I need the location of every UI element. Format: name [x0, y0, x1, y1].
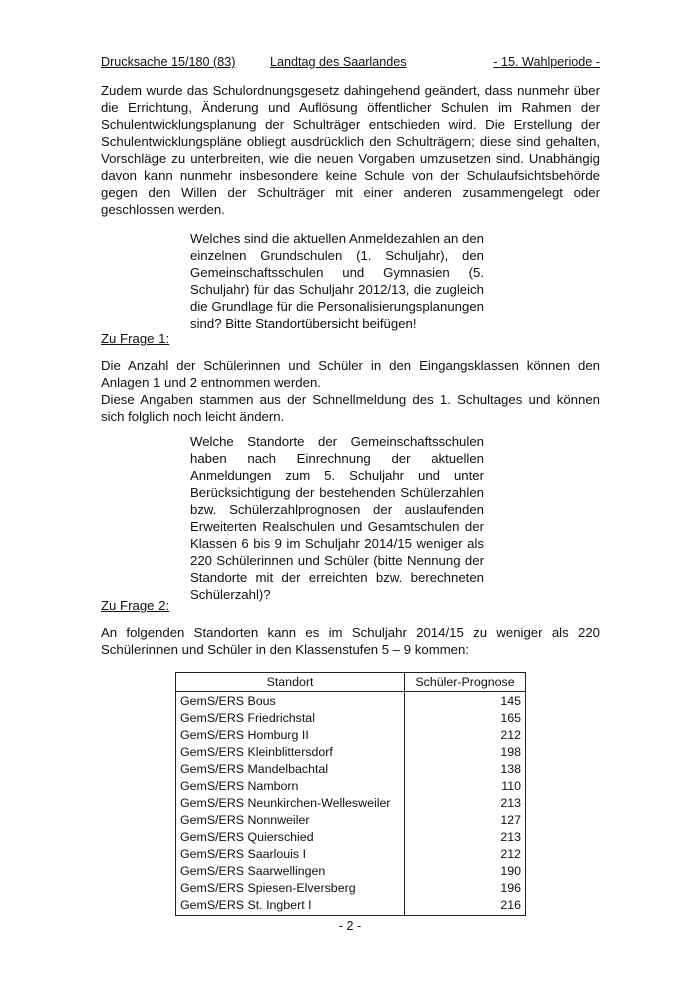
parliament-name: Landtag des Saarlandes [270, 55, 407, 69]
location-cell: GemS/ERS Nonnweiler [176, 812, 405, 829]
answer-1-heading: Zu Frage 1: [101, 331, 170, 346]
table-row [176, 795, 526, 812]
location-cell: GemS/ERS Namborn [176, 778, 405, 795]
location-cell: GemS/ERS Kleinblittersdorf [176, 744, 405, 761]
answer-2-paragraph: An folgenden Standorten kann es im Schuljahr 2014/15 zu weniger als 220 Schülerinnen und Schüler in den Klassenstufen 5 – 9 kommen: [101, 625, 600, 657]
forecast-cell: 145 [405, 692, 526, 711]
intro-paragraph: Zudem wurde das Schulordnungsgesetz dahingehend geändert, dass nunmehr über die Errichtung, Änderung und Auflösung öffentlicher Schulen im Rahmen der Schulentwicklungsplanung der Schulträger entschieden wird. Die Erstellung der Schulentwicklungspläne obliegt ausdrücklich den Schulträgern; diese sind gehalten, Vorschläge zu unterbreiten, wie die neuen Vorgaben umzusetzen sind. Unabhängig davon kann nunmehr insbesondere keine Schule von der Schulaufsichtsbehörde gegen den Willen der Schulträger mit einer anderen zusammengelegt oder geschlossen werden. [101, 83, 600, 217]
table-header-row [176, 673, 526, 692]
location-forecast-table [175, 672, 526, 916]
location-cell: GemS/ERS Saarwellingen [176, 863, 405, 880]
column-header-forecast: Schüler-Prognose [405, 673, 526, 692]
legislative-period: - 15. Wahlperiode - [493, 55, 600, 69]
forecast-cell: 196 [405, 880, 526, 897]
question-2: Welche Standorte der Gemeinschaftsschulen haben nach Einrechnung der aktuellen Anmeldungen zum 5. Schuljahr und unter Berücksichtigung der bestehenden Schülerzahlen bzw. Schülerzahlprognosen der auslaufenden Erweiterten Realschulen und Gesamtschulen der Klassen 6 bis 9 im Schuljahr 2014/15 weniger als 220 Schülerinnen und Schüler (bitte Nennung der Standorte mit der erreichten bzw. berechneten Schülerzahl)? [190, 434, 484, 602]
location-cell: GemS/ERS Spiesen-Elversberg [176, 880, 405, 897]
forecast-cell: 216 [405, 897, 526, 916]
table-row [176, 829, 526, 846]
table-row [176, 863, 526, 880]
forecast-cell: 212 [405, 846, 526, 863]
document-number: Drucksache 15/180 (83) [101, 55, 236, 69]
location-cell: GemS/ERS Bous [176, 692, 405, 711]
question-1: Welches sind die aktuellen Anmeldezahlen an den einzelnen Grundschulen (1. Schuljahr), den Gemeinschaftsschulen und Gymnasien (5. Schuljahr) für das Schuljahr 2012/13, die zugleich die Grundlage für die Personalisierungsplanungen sind? Bitte Standortübersicht beifügen! [190, 231, 484, 331]
table-row [176, 692, 526, 711]
table-row [176, 846, 526, 863]
answer-1-paragraph-a: Die Anzahl der Schülerinnen und Schüler in den Eingangsklassen können den Anlagen 1 und 2 entnommen werden. [101, 358, 600, 390]
location-cell: GemS/ERS St. Ingbert I [176, 897, 405, 916]
forecast-cell: 127 [405, 812, 526, 829]
table-row [176, 744, 526, 761]
forecast-cell: 212 [405, 727, 526, 744]
table-row [176, 727, 526, 744]
forecast-cell: 138 [405, 761, 526, 778]
forecast-cell: 198 [405, 744, 526, 761]
page-number: - 2 - [338, 919, 362, 933]
location-cell: GemS/ERS Friedrichstal [176, 710, 405, 727]
table-row [176, 812, 526, 829]
table-body [176, 692, 526, 916]
table-row [176, 710, 526, 727]
forecast-cell: 190 [405, 863, 526, 880]
table-row [176, 880, 526, 897]
column-header-location: Standort [176, 673, 405, 692]
forecast-cell: 213 [405, 795, 526, 812]
location-cell: GemS/ERS Quierschied [176, 829, 405, 846]
answer-1-paragraph-b: Diese Angaben stammen aus der Schnellmeldung des 1. Schultages und können sich folglich noch leicht ändern. [101, 392, 600, 424]
location-cell: GemS/ERS Homburg II [176, 727, 405, 744]
table-row [176, 778, 526, 795]
page-header [101, 54, 600, 72]
forecast-cell: 110 [405, 778, 526, 795]
table-row [176, 897, 526, 916]
forecast-cell: 213 [405, 829, 526, 846]
answer-2-heading: Zu Frage 2: [101, 598, 170, 613]
location-cell: GemS/ERS Mandelbachtal [176, 761, 405, 778]
location-cell: GemS/ERS Saarlouis I [176, 846, 405, 863]
table-row [176, 761, 526, 778]
location-cell: GemS/ERS Neunkirchen-Wellesweiler [176, 795, 405, 812]
forecast-cell: 165 [405, 710, 526, 727]
